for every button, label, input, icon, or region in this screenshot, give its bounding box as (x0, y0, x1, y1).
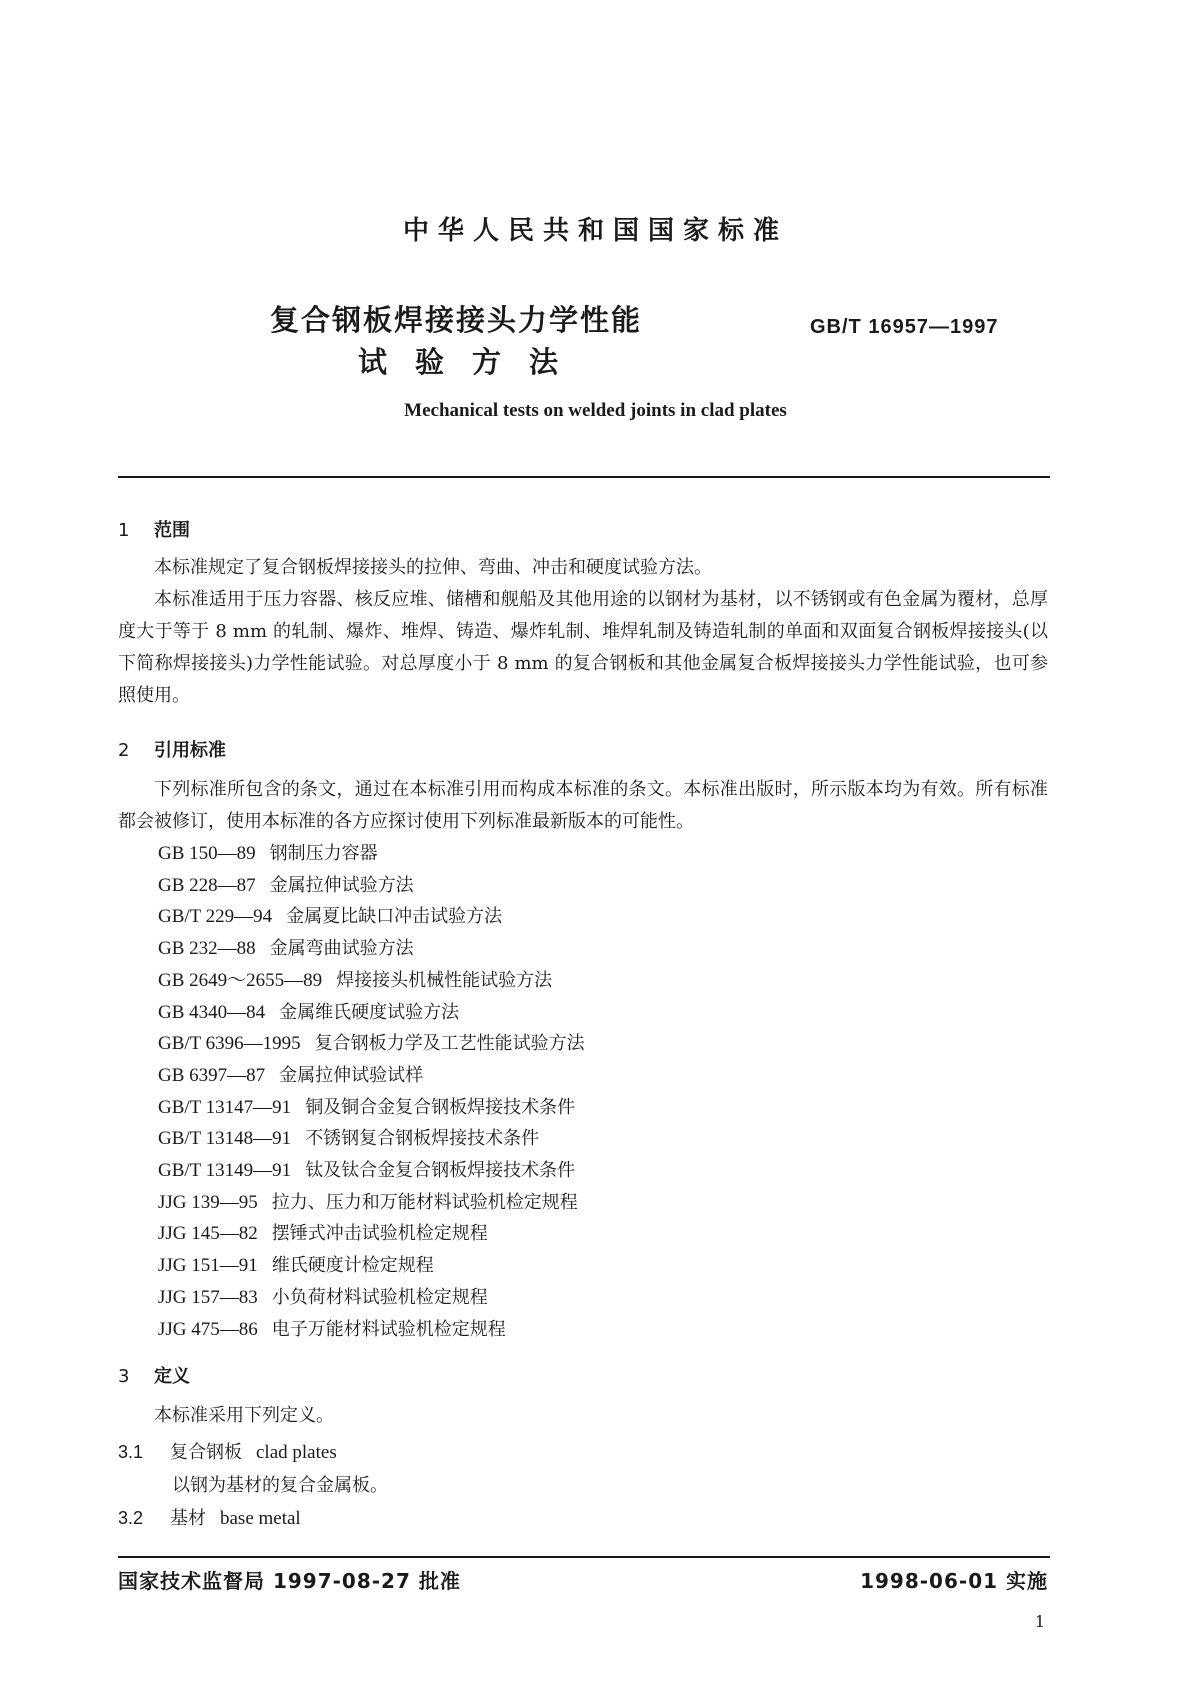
list-item (158, 1060, 585, 1092)
paragraph: 下列标准所包含的条文，通过在本标准引用而构成本标准的条文。本标准出版时，所示版本均为有效。所有标准都会被修订，使用本标准的各方应探讨使用下列标准最新版本的可能性。 (118, 779, 1048, 832)
paragraph: 本标准规定了复合钢板焊接接头的拉伸、弯曲、冲击和硬度试验方法。 (154, 557, 712, 578)
list-item (158, 1028, 585, 1060)
list-item (158, 1155, 585, 1187)
list-item (158, 901, 585, 933)
section-title: 引用标准 (154, 740, 226, 761)
page-number: 1 (1034, 1612, 1045, 1631)
national-standard-heading: 中华人民共和国国家标准 (402, 216, 788, 246)
ref-name: 钛及钛合金复合钢板焊接技术条件 (305, 1160, 576, 1182)
list-item (158, 965, 585, 997)
implementation-date: 1998-06-01 实施 (860, 1569, 1048, 1593)
list-item (158, 1218, 585, 1250)
document-title-line1: 复合钢板焊接接头力学性能 (270, 303, 643, 337)
ref-code: GB 2649～2655—89 (158, 969, 323, 991)
ref-name: 维氏硬度计检定规程 (271, 1255, 434, 1277)
ref-name: 铜及铜合金复合钢板焊接技术条件 (305, 1096, 576, 1118)
definition-number: 3.2 (118, 1508, 144, 1528)
ref-code: GB 150—89 (158, 843, 256, 864)
definition-3-1 (118, 1438, 337, 1464)
ref-name: 焊接接头机械性能试验方法 (336, 969, 553, 991)
list-item (158, 1250, 585, 1282)
ref-code: GB/T 13147—91 (158, 1096, 292, 1118)
section-1-body (118, 552, 1048, 712)
reference-list (158, 838, 585, 1345)
ref-name: 金属夏比缺口冲击试验方法 (286, 906, 503, 928)
ref-name: 小负荷材料试验机检定规程 (271, 1286, 488, 1308)
ref-code: JJG 151—91 (158, 1255, 258, 1277)
section-number: 3 (118, 1366, 130, 1387)
ref-code: GB/T 6396—1995 (158, 1033, 301, 1055)
ref-code: GB/T 229—94 (158, 906, 273, 928)
section-1-heading (118, 516, 190, 542)
paragraph: 本标准适用于压力容器、核反应堆、储槽和舰船及其他用途的以钢材为基材，以不锈钢或有色金属为覆材，总厚度大于等于 8 mm 的轧制、爆炸、堆焊、铸造、爆炸轧制、堆焊轧制及铸造轧制的单面和双面复合钢板焊接接头(以下简称焊接接头)力学性能试验。对总厚度小于 8 mm 的复合钢板和其他金属复合板焊接接头力学性能试验，也可参照使用。 (118, 589, 1048, 706)
header-divider (118, 476, 1050, 478)
approval-note: 国家技术监督局 1997-08-27 批准 (118, 1569, 461, 1593)
ref-name: 摆锤式冲击试验机检定规程 (271, 1223, 488, 1245)
list-item (158, 997, 585, 1029)
ref-name: 拉力、压力和万能材料试验机检定规程 (271, 1191, 578, 1213)
ref-code: JJG 475—86 (158, 1318, 258, 1340)
ref-code: JJG 157—83 (158, 1286, 258, 1308)
list-item (158, 1123, 585, 1155)
ref-code: GB 232—88 (158, 938, 256, 960)
section-2-heading (118, 736, 226, 762)
definition-term: 基材 (170, 1508, 206, 1529)
list-item (158, 1187, 585, 1219)
definition-3-2 (118, 1504, 301, 1530)
definition-term: 复合钢板 (170, 1442, 242, 1463)
ref-name: 金属拉伸试验试样 (279, 1064, 424, 1086)
ref-name: 金属弯曲试验方法 (269, 938, 414, 960)
document-title-line2: 试验方法 (358, 345, 587, 379)
definition-term-english: base metal (220, 1508, 301, 1529)
section-3-body (118, 1400, 1048, 1432)
english-title: Mechanical tests on welded joints in clad plates (404, 400, 787, 421)
ref-name: 不锈钢复合钢板焊接技术条件 (305, 1128, 540, 1150)
list-item (158, 838, 585, 870)
section-title: 范围 (154, 520, 190, 541)
ref-code: GB 228—87 (158, 874, 256, 896)
list-item (158, 1314, 585, 1346)
ref-code: JJG 145—82 (158, 1223, 258, 1245)
definition-number: 3.1 (118, 1442, 144, 1462)
section-title: 定义 (154, 1366, 190, 1387)
ref-name: 钢制压力容器 (269, 843, 378, 864)
ref-name: 电子万能材料试验机检定规程 (271, 1318, 506, 1340)
ref-name: 金属维氏硬度试验方法 (279, 1001, 460, 1023)
list-item (158, 1282, 585, 1314)
ref-code: JJG 139—95 (158, 1191, 258, 1213)
ref-code: GB 4340—84 (158, 1001, 266, 1023)
ref-code: GB/T 13148—91 (158, 1128, 292, 1150)
ref-code: GB 6397—87 (158, 1064, 266, 1086)
list-item (158, 933, 585, 965)
ref-name: 复合钢板力学及工艺性能试验方法 (314, 1033, 585, 1055)
section-number: 1 (118, 520, 130, 541)
section-3-heading (118, 1362, 190, 1388)
standard-number: GB/T 16957—1997 (810, 316, 999, 338)
footer-divider (118, 1556, 1050, 1558)
ref-code: GB/T 13149—91 (158, 1160, 292, 1182)
list-item (158, 1092, 585, 1124)
ref-name: 金属拉伸试验方法 (269, 874, 414, 896)
paragraph: 本标准采用下列定义。 (154, 1405, 334, 1426)
section-2-body (118, 774, 1048, 838)
definition-term-english: clad plates (256, 1442, 337, 1463)
list-item (158, 870, 585, 902)
definition-3-1-text: 以钢为基材的复合金属板。 (172, 1475, 388, 1496)
section-number: 2 (118, 740, 130, 761)
